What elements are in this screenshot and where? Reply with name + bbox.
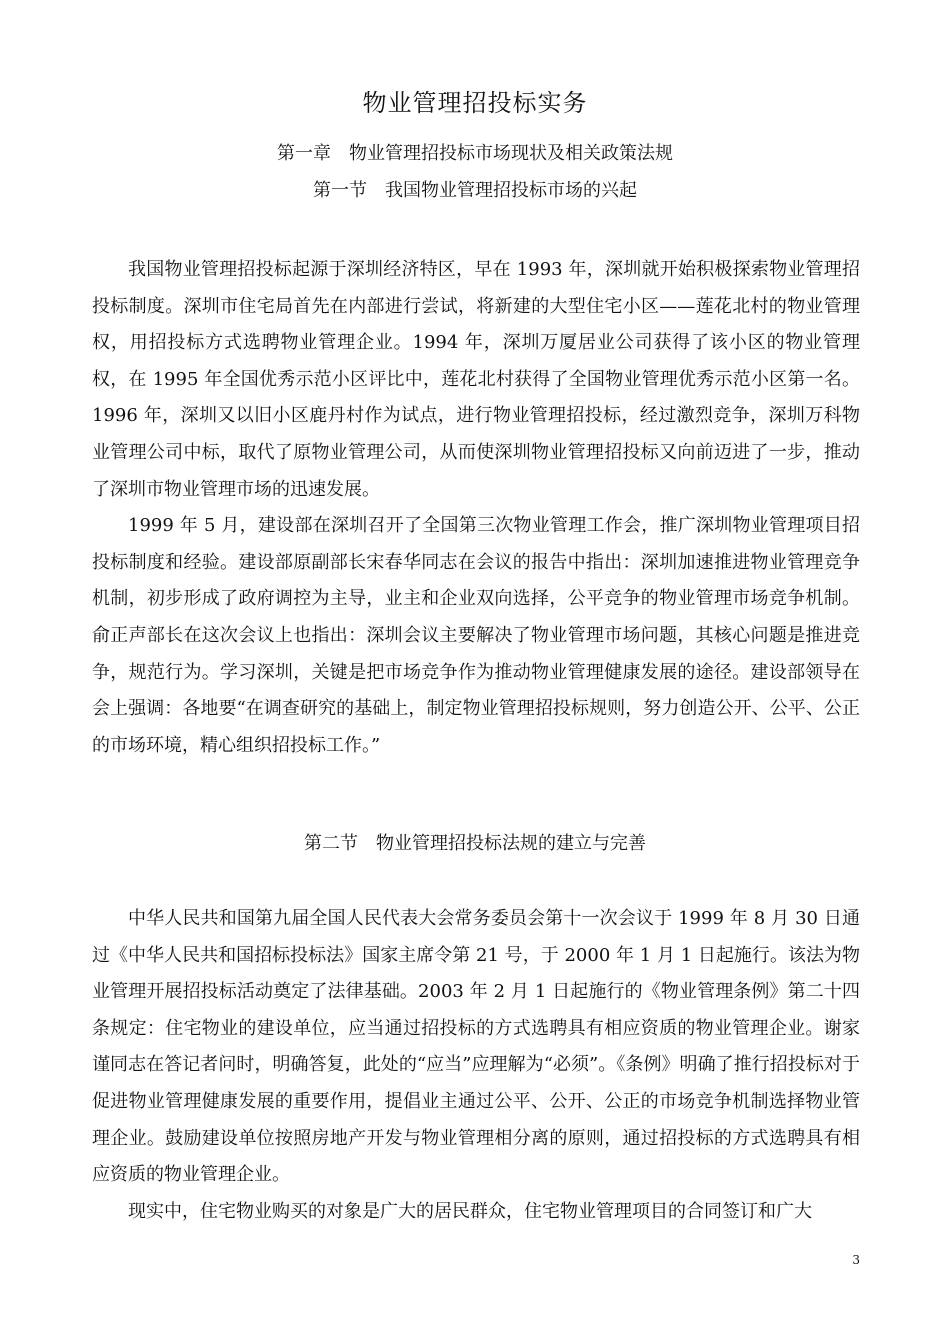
section-heading-2: 第二节 物业管理招投标法规的建立与完善 [304, 833, 646, 854]
section-heading-1: 第一节 我国物业管理招投标市场的兴起 [313, 180, 637, 201]
paragraph: 我国物业管理招投标起源于深圳经济特区，早在 1993 年，深圳就开始积极探索物业管理招投标制度。深圳市住宅局首先在内部进行尝试，将新建的大型住宅小区——莲花北村的物业管理权，用招投标方式选聘物业管理企业。1994 年，深圳万厦居业公司获得了该小区的物业管理权，在 1995 年全国优秀示范小区评比中，莲花北村获得了全国物业管理优秀示范小区第一名。1996 年，深圳又以旧小区鹿丹村作为试点，进行物业管理招投标，经过激烈竞争，深圳万科物业管理公司中标，取代了原物业管理公司，从而使深圳物业管理招投标又向前迈进了一步，推动了深圳市物业管理市场的迅速发展。 [92, 259, 860, 500]
paragraph: 现实中，住宅物业购买的对象是广大的居民群众，住宅物业管理项目的合同签订和广大 [128, 1200, 812, 1222]
paragraph: 1999 年 5 月，建设部在深圳召开了全国第三次物业管理工作会，推广深圳物业管理项目招投标制度和经验。建设部原副部长宋春华同志在会议的报告中指出：深圳加速推进物业管理竞争机制，初步形成了政府调控为主导，业主和企业双向选择，公平竞争的物业管理市场竞争机制。俞正声部长在这次会议上也指出：深圳会议主要解决了物业管理市场问题，其核心问题是推进竞争，规范行为。学习深圳，关键是把市场竞争作为推动物业管理健康发展的途径。建设部领导在会上强调：各地要“在调查研究的基础上，制定物业管理招投标规则，努力创造公开、公平、公正的市场环境，精心组织招投标工作。” [92, 515, 860, 756]
document-title: 物业管理招投标实务 [362, 89, 588, 117]
page-number: 3 [852, 1253, 860, 1267]
section-1-body [92, 252, 860, 764]
chapter-heading: 第一章 物业管理招投标市场现状及相关政策法规 [277, 143, 673, 164]
section-2-body [92, 901, 860, 1230]
paragraph: 中华人民共和国第九届全国人民代表大会常务委员会第十一次会议于 1999 年 8 月 30 日通过《中华人民共和国招标投标法》国家主席令第 21 号，于 2000 年 1 月 1 日起施行。该法为物业管理开展招投标活动奠定了法律基础。2003 年 2 月 1 日起施行的《物业管理条例》第二十四条规定：住宅物业的建设单位，应当通过招投标的方式选聘具有相应资质的物业管理企业。谢家谨同志在答记者问时，明确答复，此处的“应当”应理解为“必须”。《条例》明确了推行招投标对于促进物业管理健康发展的重要作用，提倡业主通过公平、公开、公正的市场竞争机制选择物业管理企业。鼓励建设单位按照房地产开发与物业管理相分离的原则，通过招投标的方式选聘具有相应资质的物业管理企业。 [92, 908, 860, 1186]
